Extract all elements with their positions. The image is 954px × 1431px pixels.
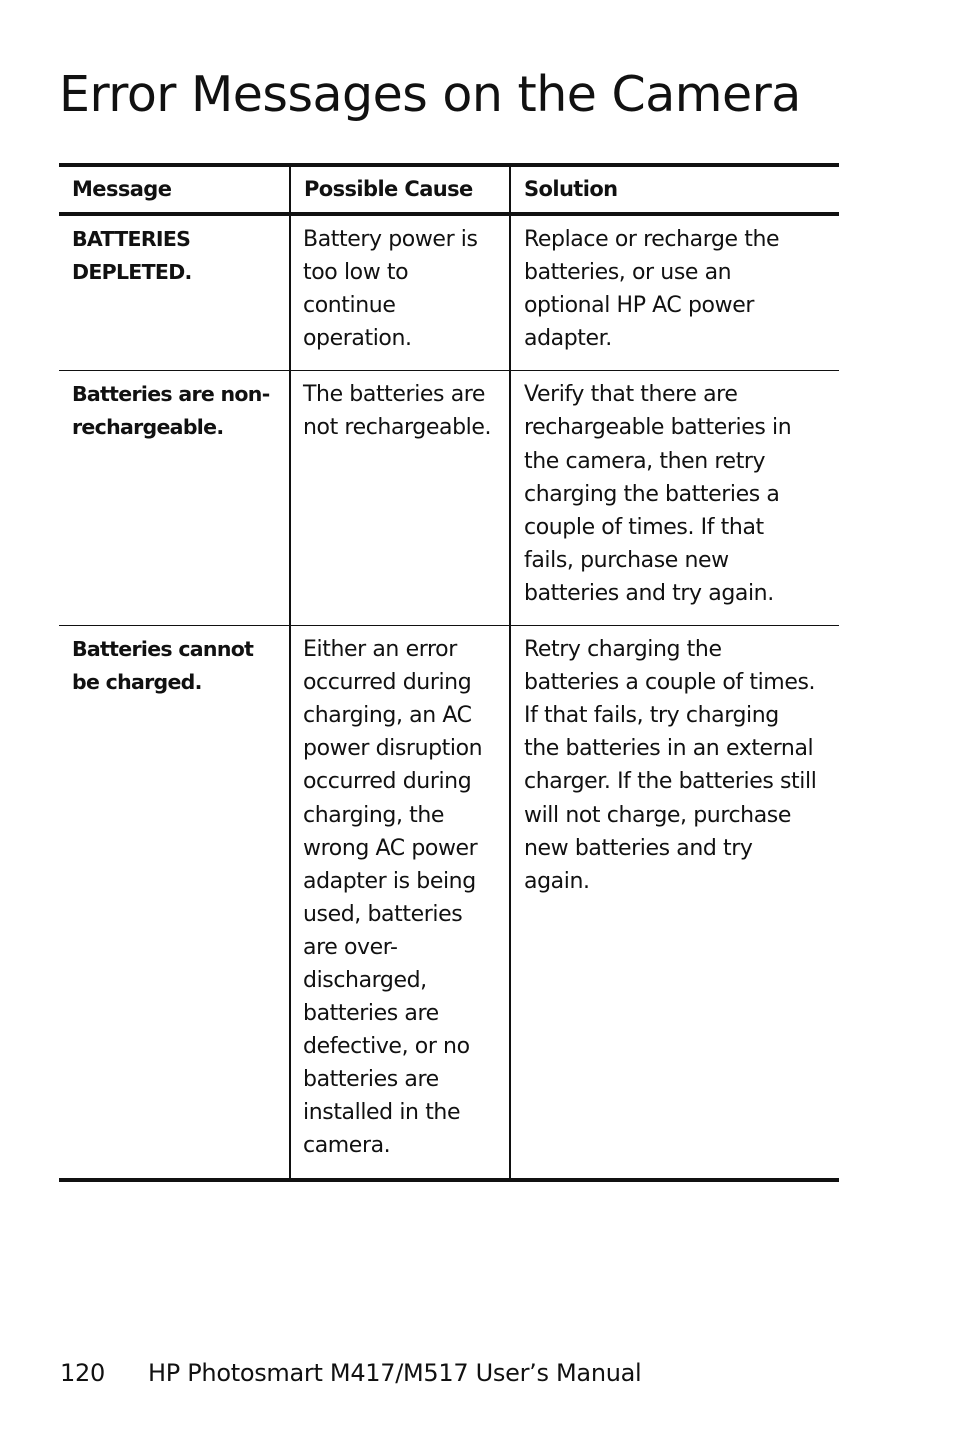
cell-text-line: wrong AC power <box>303 835 478 861</box>
cell-text-line: BATTERIES <box>72 227 191 251</box>
cell-text-line: are over- <box>303 934 398 960</box>
cell-text-line: not rechargeable. <box>303 415 492 441</box>
cell-text-line: Battery power is <box>303 227 478 252</box>
cell-text-line: the camera, then retry <box>524 448 766 474</box>
cell-text-line: batteries are <box>303 1001 439 1027</box>
cell-text-line: operation. <box>303 326 412 352</box>
cell-text-line: The batteries are <box>303 382 486 408</box>
cell-text-line: rechargeable batteries in <box>524 415 792 441</box>
cell-text-line: charger. If the batteries still <box>524 769 817 795</box>
cell-text-line: couple of times. If that <box>524 514 764 540</box>
cell-text-line: camera. <box>303 1133 391 1159</box>
error-messages-table <box>59 163 839 1182</box>
cell-text-line: Retry charging the <box>524 637 722 663</box>
table-row <box>59 214 839 371</box>
cell-text-line: new batteries and try <box>524 835 753 861</box>
table-row <box>59 371 839 626</box>
cell-text-line: batteries, or use an <box>524 260 732 286</box>
column-header-possible-cause: Possible Cause <box>290 165 510 214</box>
possible-cause-cell <box>290 214 510 371</box>
column-header-solution: Solution <box>510 165 839 214</box>
cell-text-line: discharged, <box>303 967 427 993</box>
cell-text-line: continue <box>303 293 396 319</box>
cell-text-line: defective, or no <box>303 1034 470 1060</box>
cell-text-line: batteries a couple of times. <box>524 670 816 696</box>
cell-text-line: fails, purchase new <box>524 547 729 573</box>
cell-text-line: adapter. <box>524 326 612 352</box>
cell-text-line: occurred during <box>303 769 472 795</box>
page-footer <box>60 1356 641 1390</box>
message-cell <box>59 626 290 1180</box>
column-header-message: Message <box>59 165 290 214</box>
cell-text-line: the batteries in an external <box>524 736 814 762</box>
cell-text-line: occurred during <box>303 670 472 696</box>
cell-text-line: too low to <box>303 260 409 286</box>
cell-text-line: adapter is being <box>303 868 476 894</box>
message-cell <box>59 371 290 626</box>
page-number: 120 <box>60 1359 105 1387</box>
solution-cell <box>510 214 839 371</box>
cell-text-line: If that fails, try charging <box>524 703 779 729</box>
solution-cell <box>510 371 839 626</box>
table-row <box>59 626 839 1180</box>
cell-text-line: batteries are <box>303 1067 439 1093</box>
cell-text-line: optional HP AC power <box>524 293 754 319</box>
cell-text-line: Batteries are non- <box>72 382 270 407</box>
cell-text-line: charging, the <box>303 802 445 828</box>
cell-text-line: will not charge, purchase <box>524 802 791 828</box>
message-cell <box>59 214 290 371</box>
cell-text-line: batteries and try again. <box>524 580 774 606</box>
cell-text-line: rechargeable. <box>72 415 224 440</box>
table-header-row <box>59 165 839 214</box>
cell-text-line: again. <box>524 868 590 894</box>
possible-cause-cell <box>290 626 510 1180</box>
cell-text-line: power disruption <box>303 736 483 762</box>
possible-cause-cell <box>290 371 510 626</box>
cell-text-line: charging, an AC <box>303 703 472 729</box>
manual-title: HP Photosmart M417/M517 User’s Manual <box>148 1359 642 1387</box>
cell-text-line: Verify that there are <box>524 382 738 408</box>
cell-text-line: charging the batteries a <box>524 481 780 507</box>
page-title: Error Messages on the Camera <box>59 66 801 123</box>
cell-text-line: Either an error <box>303 637 457 663</box>
cell-text-line: be charged. <box>72 670 202 695</box>
cell-text-line: Batteries cannot <box>72 637 254 662</box>
cell-text-line: Replace or recharge the <box>524 227 780 252</box>
cell-text-line: installed in the <box>303 1100 461 1126</box>
solution-cell <box>510 626 839 1180</box>
cell-text-line: DEPLETED. <box>72 260 192 285</box>
cell-text-line: used, batteries <box>303 901 463 927</box>
